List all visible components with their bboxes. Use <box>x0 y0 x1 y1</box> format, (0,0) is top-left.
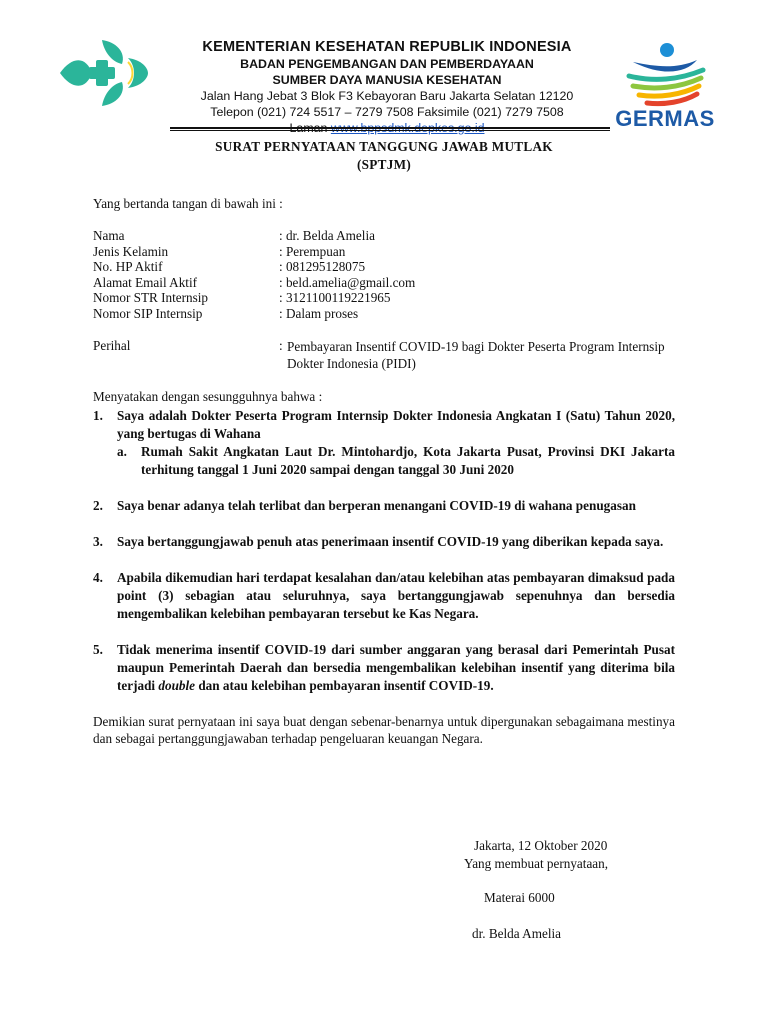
field-value: : 3121100119221965 <box>279 290 391 306</box>
statement-number: 4. <box>93 569 103 585</box>
statement-item <box>93 533 675 551</box>
subitem-letter: a. <box>117 443 127 459</box>
statement-subitem <box>117 443 675 479</box>
statement-number: 2. <box>93 497 103 513</box>
website-prefix: Laman <box>289 121 328 135</box>
field-label: Nomor STR Internsip <box>93 290 209 306</box>
germas-wordmark: GERMAS <box>615 106 715 131</box>
signatory-name: dr. Belda Amelia <box>472 926 561 941</box>
field-label: Jenis Kelamin <box>93 243 169 259</box>
field-row <box>93 290 673 306</box>
statement-number: 5. <box>93 641 103 657</box>
signature-place-date: Jakarta, 12 Oktober 2020 <box>474 838 608 853</box>
letterhead-rule-thin <box>170 130 610 131</box>
address: Jalan Hang Jebat 3 Blok F3 Kebayoran Baru Jakarta Selatan 12120 <box>200 89 574 103</box>
letterhead-text <box>162 38 612 136</box>
perihal-colon: : <box>279 337 283 353</box>
perihal-value: Pembayaran Insentif COVID-19 bagi Dokter Peserta Program Internsip Dokter Indonesia (PIDI) <box>287 338 665 371</box>
phone-fax: Telepon (021) 724 5517 – 7279 7508 Faksimile (021) 7279 7508 <box>210 105 564 119</box>
field-value: : Perempuan <box>279 243 346 259</box>
statement-text: Saya bertanggungjawab penuh atas penerimaan insentif COVID-19 yang diberikan kepada saya. <box>117 533 664 549</box>
ministry-name: KEMENTERIAN KESEHATAN REPUBLIK INDONESIA <box>202 39 572 55</box>
field-value: : Dalam proses <box>279 305 359 321</box>
field-label: No. HP Aktif <box>93 259 163 275</box>
statement-lead: Menyatakan dengan sesungguhnya bahwa : <box>93 388 323 404</box>
statement-text: Saya adalah Dokter Peserta Program Internsip Dokter Indonesia Angkatan I (Satu) Tahun 2020, yang bertugas di Wahana <box>117 407 675 441</box>
statement-item <box>93 641 675 695</box>
field-row <box>93 228 673 244</box>
identity-table <box>93 228 673 372</box>
field-row <box>93 306 673 322</box>
agency-line-1: BADAN PENGEMBANGAN DAN PEMBERDAYAAN <box>240 57 534 71</box>
field-row <box>93 275 673 291</box>
field-value: : dr. Belda Amelia <box>279 228 375 243</box>
field-value: : beld.amelia@gmail.com <box>279 274 416 290</box>
subitem-text: Rumah Sakit Angkatan Laut Dr. Mintohardjo, Kota Jakarta Pusat, Provinsi DKI Jakarta terhitung tanggal 1 Juni 2020 sampai dengan tanggal 30 Juni 2020 <box>141 443 675 477</box>
statement-item <box>93 497 675 515</box>
statement-number: 3. <box>93 533 103 549</box>
perihal-row <box>93 338 673 372</box>
website-link[interactable]: www.bppsdmk.depkes.go.id <box>330 121 485 135</box>
statement-item <box>93 569 675 623</box>
letterhead-rule-thick <box>170 127 610 129</box>
germas-figure-icon <box>605 40 725 110</box>
field-row <box>93 259 673 275</box>
intro-text: Yang bertanda tangan di bawah ini : <box>93 196 283 211</box>
field-label: Nomor SIP Internsip <box>93 305 203 321</box>
statement-text: Tidak menerima insentif COVID-19 dari sumber anggaran yang berasal dari Pemerintah Pusat maupun Pemerintah Daerah dan bersedia mengembalikan kelebihan insentif yang diterima bila terjadi double dan atau kelebihan pembayaran insentif COVID-19. <box>117 641 675 693</box>
signature-stamp: Materai 6000 <box>484 890 555 905</box>
statement-text: Saya benar adanya telah terlibat dan berperan menangani COVID-19 di wahana penugasan <box>117 497 636 513</box>
emphasis-double: double <box>158 677 196 693</box>
title-line-2: (SPTJM) <box>356 157 412 172</box>
perihal-label: Perihal <box>93 337 131 353</box>
document-title <box>93 138 675 174</box>
statement-text: Apabila dikemudian hari terdapat kesalahan dan/atau kelebihan atas pembayaran dimaksud pada point (3) sebagian atau seluruhnya, saya bertanggungjawab sepenuhnya dan bersedia mengembalikan kelebihan pembayaran tersebut ke Kas Negara. <box>117 569 675 621</box>
title-line-1: SURAT PERNYATAAN TANGGUNG JAWAB MUTLAK <box>215 139 553 154</box>
field-label: Alamat Email Aktif <box>93 274 198 290</box>
field-row <box>93 244 673 260</box>
field-label: Nama <box>93 228 125 243</box>
field-value: : 081295128075 <box>279 259 366 275</box>
letter-body <box>93 138 675 747</box>
agency-line-2: SUMBER DAYA MANUSIA KESEHATAN <box>272 73 502 87</box>
ministry-logo-icon <box>56 38 174 108</box>
signature-role: Yang membuat pernyataan, <box>464 856 609 871</box>
statement-list <box>93 407 675 695</box>
closing-paragraph: Demikian surat pernyataan ini saya buat dengan sebenar-benarnya untuk dipergunakan sebagaimana mestinya dan sebagai pertanggungjawaban terhadap pengeluaran keuangan Negara. <box>93 713 675 746</box>
germas-logo <box>605 40 725 132</box>
statement-item <box>93 407 675 479</box>
statement-number: 1. <box>93 407 103 423</box>
